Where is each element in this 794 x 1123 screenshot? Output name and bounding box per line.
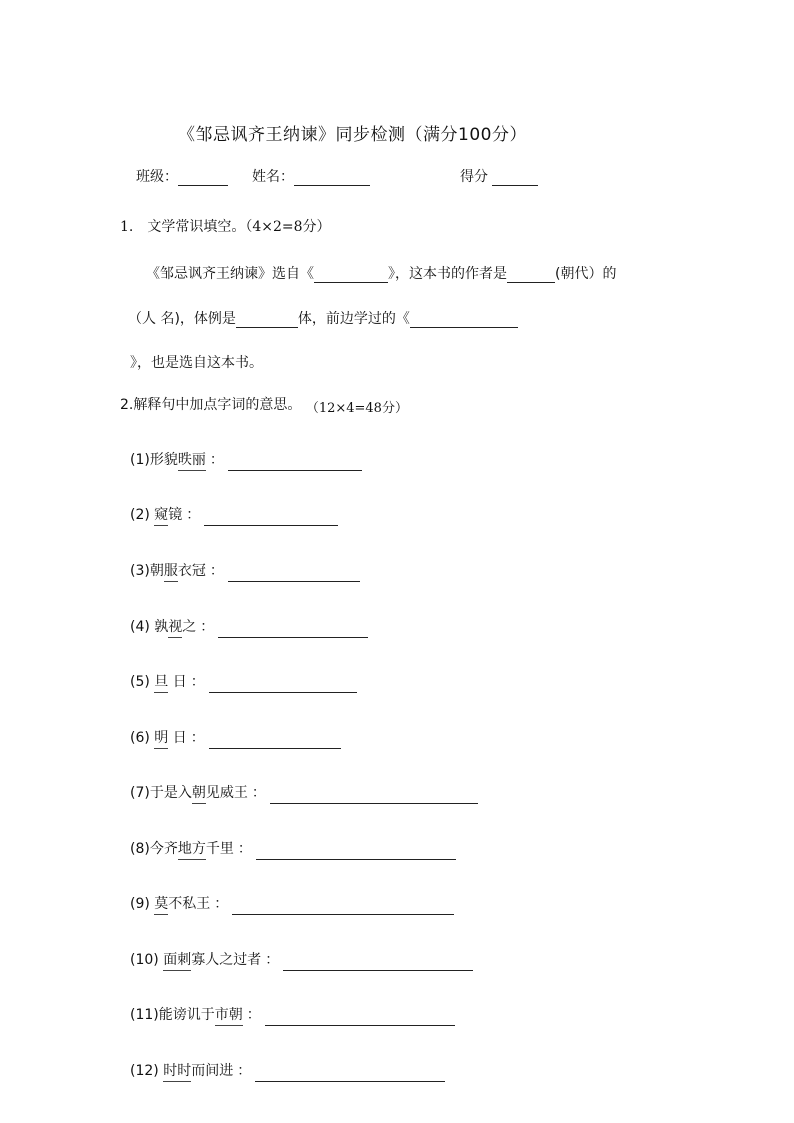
style-blank[interactable] xyxy=(236,311,298,328)
item-colon: ： xyxy=(209,452,224,468)
item-colon: ： xyxy=(190,730,205,746)
book-blank[interactable] xyxy=(314,266,388,283)
line1-text-a: 《邹忌讽齐王纳谏》选自《 xyxy=(146,266,314,282)
vocabulary-item xyxy=(130,838,456,860)
class-field xyxy=(136,166,228,186)
section2-heading-row xyxy=(120,394,408,414)
section2-heading: 2.解释句中加点字词的意思。 xyxy=(120,397,302,413)
vocabulary-item xyxy=(130,1060,445,1082)
line2-text-b: 体，前边学过的《 xyxy=(297,311,410,327)
answer-blank[interactable] xyxy=(232,900,454,915)
item-number: (4) xyxy=(130,619,155,635)
item-text-after: 日 xyxy=(168,730,187,746)
item-colon: ： xyxy=(237,1063,252,1079)
vocabulary-item xyxy=(130,616,368,638)
item-dotted-word: 地方 xyxy=(178,838,206,860)
section1-line3: 》，也是选自这本书。 xyxy=(130,355,263,371)
item-text-before: 孰 xyxy=(154,619,169,635)
item-colon: ： xyxy=(246,1007,261,1023)
answer-blank[interactable] xyxy=(218,623,368,638)
dynasty-blank[interactable] xyxy=(507,266,555,283)
item-number: (5) xyxy=(130,674,155,690)
class-blank[interactable] xyxy=(178,169,228,186)
item-text-after: 而间进 xyxy=(191,1063,234,1079)
vocabulary-item xyxy=(130,560,360,582)
item-dotted-word: 服 xyxy=(164,560,178,582)
vocabulary-item xyxy=(130,504,338,526)
item-dotted-word: 视 xyxy=(168,616,182,638)
vocabulary-item xyxy=(130,727,341,749)
item-text-after: 寡人之过者 xyxy=(191,952,262,968)
item-colon: ： xyxy=(265,952,280,968)
line1-text-c: (朝代）的 xyxy=(555,266,617,282)
item-dotted-word: 时时 xyxy=(163,1060,191,1082)
answer-blank[interactable] xyxy=(255,1067,445,1082)
item-number: (1) xyxy=(130,452,150,468)
item-number: (2) xyxy=(130,507,155,523)
vocabulary-item xyxy=(130,893,454,915)
item-number: (7) xyxy=(130,785,150,801)
vocabulary-item xyxy=(130,671,357,693)
item-text-after: 见威王 xyxy=(205,785,248,801)
item-dotted-word: 莫 xyxy=(154,893,168,915)
previous-text-blank[interactable] xyxy=(410,311,518,328)
section1-line2 xyxy=(128,308,518,328)
item-dotted-word: 朝 xyxy=(192,782,206,804)
item-colon: ： xyxy=(190,674,205,690)
section2-points: （12×4=48分） xyxy=(305,401,408,416)
item-colon: ： xyxy=(209,563,224,579)
line1-text-b: 》，这本书的作者是 xyxy=(388,266,507,282)
answer-blank[interactable] xyxy=(265,1011,455,1026)
answer-blank[interactable] xyxy=(228,456,362,471)
vocabulary-item xyxy=(130,782,478,804)
item-colon: ： xyxy=(214,896,229,912)
answer-blank[interactable] xyxy=(209,678,357,693)
item-number: (3) xyxy=(130,563,150,579)
answer-blank[interactable] xyxy=(256,845,456,860)
item-text-after: 千里 xyxy=(205,841,234,857)
item-number: (9) xyxy=(130,896,155,912)
line2-text-a: （人 名)，体例是 xyxy=(128,311,236,327)
item-dotted-word: 市朝 xyxy=(215,1004,243,1026)
item-dotted-word: 昳丽 xyxy=(178,449,206,471)
page-title: 《邹忌讽齐王纳谏》同步检测（满分100分） xyxy=(178,125,527,145)
answer-blank[interactable] xyxy=(270,789,478,804)
name-field xyxy=(252,166,370,186)
item-text-before: 于是入 xyxy=(149,785,192,801)
item-dotted-word: 面刺 xyxy=(163,949,191,971)
item-number: (6) xyxy=(130,730,155,746)
item-dotted-word: 明 xyxy=(154,727,168,749)
answer-blank[interactable] xyxy=(228,567,360,582)
score-field xyxy=(460,166,538,186)
item-number: (10) xyxy=(130,952,164,968)
vocabulary-item xyxy=(130,449,362,471)
item-colon: ： xyxy=(200,619,215,635)
answer-blank[interactable] xyxy=(283,956,473,971)
answer-blank[interactable] xyxy=(204,511,338,526)
item-text-before: 形貌 xyxy=(149,452,178,468)
vocabulary-item xyxy=(130,949,473,971)
item-text-before: 今齐 xyxy=(149,841,178,857)
item-number: (8) xyxy=(130,841,150,857)
item-number: (11) xyxy=(130,1007,159,1023)
item-text-after: 之 xyxy=(182,619,197,635)
item-colon: ： xyxy=(251,785,266,801)
name-blank[interactable] xyxy=(294,169,370,186)
score-blank[interactable] xyxy=(492,169,538,186)
item-dotted-word: 旦 xyxy=(154,671,168,693)
item-text-before: 能谤讥于 xyxy=(158,1007,215,1023)
item-text-after: 镜 xyxy=(168,507,183,523)
item-colon: ： xyxy=(237,841,252,857)
class-label: 班级： xyxy=(136,169,178,185)
item-number: (12) xyxy=(130,1063,164,1079)
name-label: 姓名： xyxy=(252,169,294,185)
item-text-after: 不私王 xyxy=(168,896,211,912)
section1-line1 xyxy=(146,263,616,283)
answer-blank[interactable] xyxy=(209,734,341,749)
item-text-after: 日 xyxy=(168,674,187,690)
item-colon: ： xyxy=(186,507,201,523)
item-text-before: 朝 xyxy=(149,563,164,579)
vocabulary-item xyxy=(130,1004,455,1026)
section1-heading: 1. 文学常识填空。（4×2=8分） xyxy=(120,219,331,235)
item-text-after: 衣冠 xyxy=(177,563,206,579)
score-label: 得分 xyxy=(460,169,488,185)
item-dotted-word: 窥 xyxy=(154,504,168,526)
